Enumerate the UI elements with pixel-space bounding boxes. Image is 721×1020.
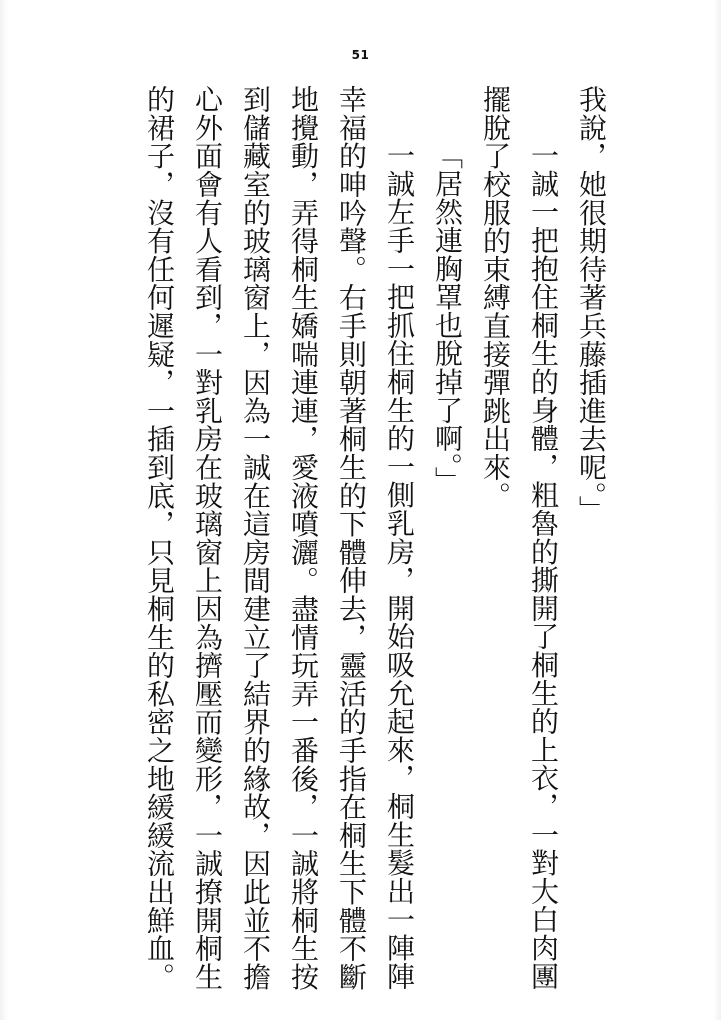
text-line: 一誠左手一把抓住桐生的一側乳房，開始吸允起來，桐生髮出一陣陣 [383, 141, 414, 990]
text-line: 心外面會有人看到，一對乳房在玻璃窗上因為擠壓而變形，一誠撩開桐生 [191, 85, 222, 991]
text-line: 「居然連胸罩也脫掉了啊。」 [431, 141, 462, 495]
text-line: 一誠一把抱住桐生的身體，粗魯的撕開了桐生的上衣，一對大白肉團 [527, 141, 558, 990]
text-line: 的裙子，沒有任何遲疑，一插到底，只見桐生的私密之地緩緩流出鮮血。 [143, 85, 174, 991]
vertical-text-block [134, 85, 614, 991]
text-line: 到儲藏室的玻璃窗上，因為一誠在這房間建立了結界的緣故，因此並不擔 [239, 85, 270, 991]
page-number: 51 [351, 48, 370, 62]
page-edge-shading-right [713, 0, 721, 1020]
text-line: 擺脫了校服的束縛直接彈跳出來。 [479, 85, 510, 510]
page-edge-shading-left [0, 0, 8, 1020]
text-line: 幸福的呻吟聲。右手則朝著桐生的下體伸去，靈活的手指在桐生下體不斷 [335, 85, 366, 991]
text-line: 我說，她很期待著兵藤插進去呢。」 [575, 85, 606, 524]
text-line: 地攪動，弄得桐生嬌喘連連，愛液噴灑。盡情玩弄一番後，一誠將桐生按 [287, 85, 318, 991]
